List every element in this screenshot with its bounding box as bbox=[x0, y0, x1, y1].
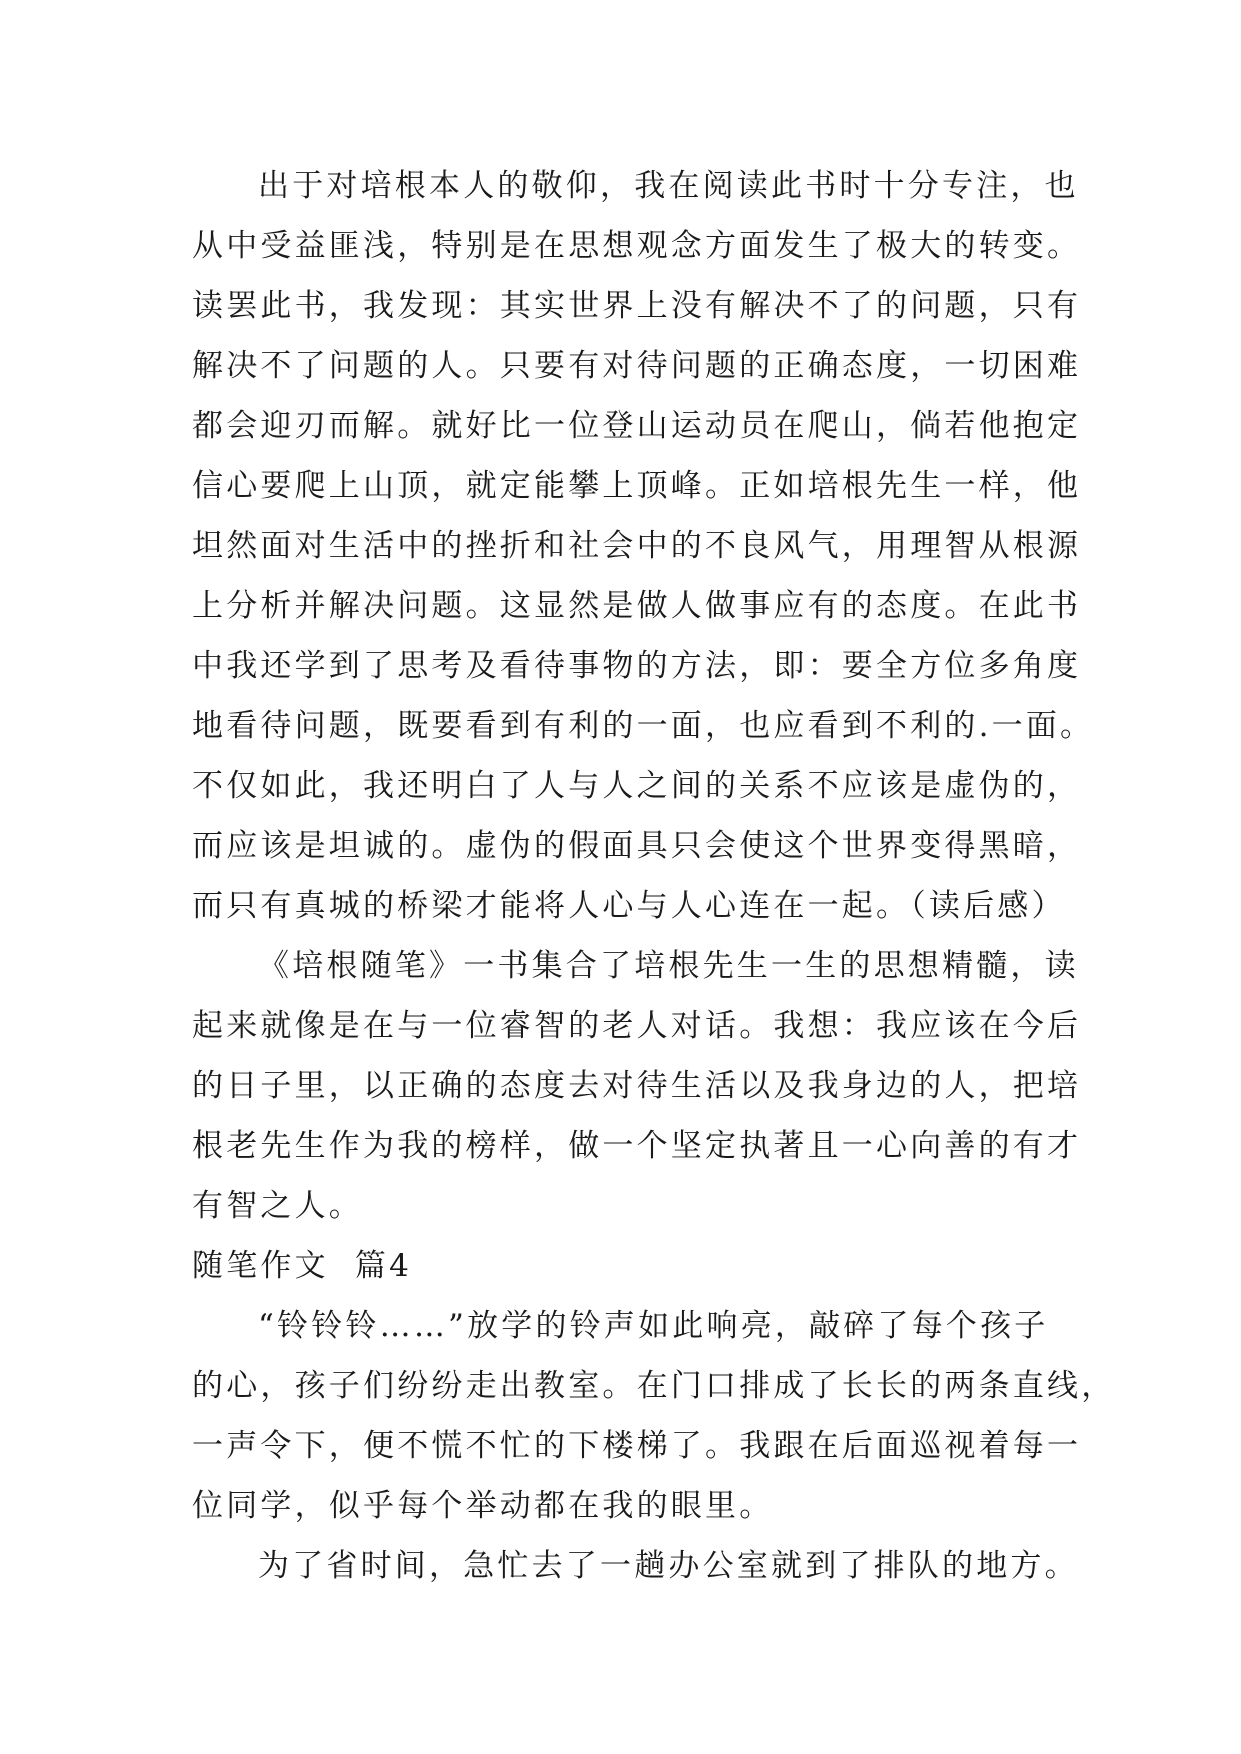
text-line: 起来就像是在与一位睿智的老人对话。我想：我应该在今后 bbox=[192, 1008, 1082, 1044]
text-line: 读罢此书，我发现：其实世界上没有解决不了的问题，只有 bbox=[192, 288, 1082, 324]
text-line: 的日子里，以正确的态度去对待生活以及我身边的人，把培 bbox=[192, 1068, 1082, 1104]
text-line: 上分析并解决问题。这显然是做人做事应有的态度。在此书 bbox=[192, 588, 1082, 624]
section-heading: 随笔作文 篇4 bbox=[192, 1248, 413, 1284]
text-line: 根老先生作为我的榜样，做一个坚定执著且一心向善的有才 bbox=[192, 1128, 1082, 1164]
text-line: 不仅如此，我还明白了人与人之间的关系不应该是虚伪的， bbox=[192, 768, 1082, 804]
text-line: 都会迎刃而解。就好比一位登山运动员在爬山，倘若他抱定 bbox=[192, 408, 1082, 444]
text-line: 中我还学到了思考及看待事物的方法，即：要全方位多角度 bbox=[192, 648, 1082, 684]
text-line: 位同学，似乎每个举动都在我的眼里。 bbox=[192, 1488, 774, 1524]
text-line: 地看待问题，既要看到有利的一面，也应看到不利的.一面。 bbox=[192, 708, 1095, 744]
text-line: 的心，孩子们纷纷走出教室。在门口排成了长长的两条直线， bbox=[192, 1368, 1116, 1404]
text-line: 而只有真城的桥梁才能将人心与人心连在一起。（读后感） bbox=[192, 888, 1066, 924]
text-line: “铃铃铃……”放学的铃声如此响亮，敲碎了每个孩子 bbox=[258, 1308, 1049, 1344]
text-line: 从中受益匪浅，特别是在思想观念方面发生了极大的转变。 bbox=[192, 228, 1082, 264]
text-line: 有智之人。 bbox=[192, 1188, 363, 1224]
text-line: 为了省时间，急忙去了一趟办公室就到了排队的地方。 bbox=[258, 1548, 1079, 1584]
text-line: 信心要爬上山顶，就定能攀上顶峰。正如培根先生一样，他 bbox=[192, 468, 1082, 504]
text-line: 《培根随笔》一书集合了培根先生一生的思想精髓，读 bbox=[258, 948, 1079, 984]
text-line: 出于对培根本人的敬仰，我在阅读此书时十分专注，也 bbox=[258, 168, 1079, 204]
text-line: 坦然面对生活中的挫折和社会中的不良风气，用理智从根源 bbox=[192, 528, 1082, 564]
text-line: 一声令下，便不慌不忙的下楼梯了。我跟在后面巡视着每一 bbox=[192, 1428, 1082, 1464]
text-line: 解决不了问题的人。只要有对待问题的正确态度，一切困难 bbox=[192, 348, 1082, 384]
text-line: 而应该是坦诚的。虚伪的假面具只会使这个世界变得黑暗， bbox=[192, 828, 1082, 864]
